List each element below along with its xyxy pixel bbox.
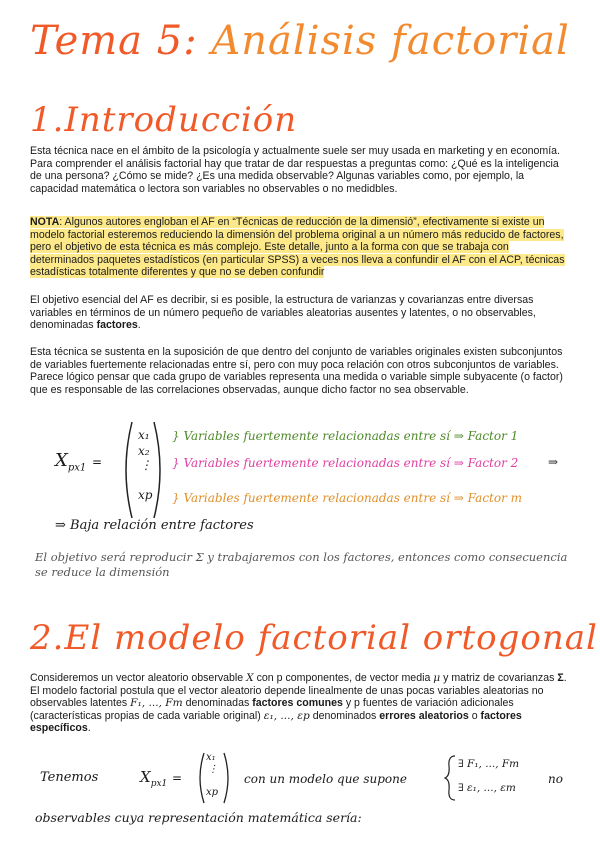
- random-errors-term: errores aleatorios: [379, 709, 469, 722]
- section-1-heading: 1.Introducción: [30, 100, 298, 140]
- x-vector-label: [55, 450, 102, 474]
- objective-text: El objetivo esencial del AF es decribir, si es posible, la estructura de varianzas y covarianzas entre diversas variables en términos de un número pequeño de variables aleatorias ausentes y latentes, o no observables, denominadas: [30, 294, 536, 332]
- page-title: [30, 16, 590, 66]
- model-text-g: y p fuentes de variación adicionales (características propias de cada variable original): [30, 697, 514, 722]
- group-2: } Variables fuertemente relacionadas entre sí ⇒ Factor 2: [172, 456, 519, 470]
- model-suppose-text: con un modelo que supone: [244, 772, 407, 786]
- specific-factors-term: factores específicos: [30, 709, 522, 735]
- section-2-heading: 2.El modelo factorial ortogonal: [30, 618, 598, 658]
- factores-term: factores: [96, 319, 138, 332]
- model-text-h: denominados: [309, 709, 380, 722]
- xp-subscript: px1: [150, 779, 168, 789]
- x-symbol: X: [55, 450, 68, 471]
- equals-sign: =: [91, 455, 103, 469]
- xp-equals: =: [172, 771, 183, 785]
- right-arrow: ⇒: [548, 455, 559, 469]
- model-text-b: con p componentes, de vector media: [253, 672, 434, 684]
- x-p-label: [140, 768, 182, 789]
- model-sigma-symbol: Σ: [557, 672, 564, 684]
- note-block: [30, 216, 570, 279]
- technique-paragraph: Esta técnica se sustenta en la suposición de que dentro del conjunto de variables originales existen subconjuntos de variables fuertemente relacionadas entre sí, pero con muy poca relación con otros subconjuntos de variables. Parece lógico pensar que cada grupo de variables representa una medida o variable simple subyacente (o factor) que es responsable de las correlaciones observadas, aunque dicho factor no sea observable.: [30, 346, 563, 396]
- model-text-j: .: [87, 722, 91, 735]
- model-text-d: . El modelo factorial postula que el vector aleatorio depende linealmente de unas pocas variables aleatorias no observables latentes: [30, 672, 567, 710]
- vector-x1: x₁: [138, 428, 150, 442]
- model-text-e: denominadas: [182, 697, 253, 710]
- group-1: } Variables fuertemente relacionadas entre sí ⇒ Factor 1: [172, 429, 519, 443]
- tenemos-xp: xp: [206, 787, 219, 798]
- vector-x2: x₂: [138, 444, 150, 458]
- model-text-a: Consideremos un vector aleatorio observable: [30, 672, 247, 684]
- vector-vdots: ⋮: [140, 458, 152, 472]
- model-factors-symbol: F₁, ..., Fm: [130, 697, 183, 710]
- model-x-symbol: X: [246, 672, 254, 684]
- model-epsilon-symbol: ε₁, ..., εp: [263, 709, 310, 722]
- model-paragraph: [30, 672, 570, 735]
- note-label: NOTA: [30, 216, 60, 228]
- model-text-i: o: [468, 709, 481, 722]
- low-relation-note: ⇒ Baja relación entre factores: [55, 518, 254, 533]
- tenemos-x1: x₁: [206, 752, 216, 763]
- exists-factors: ∃ F₁, ..., Fm: [458, 758, 520, 770]
- xp-symbol: X: [140, 768, 151, 786]
- title-accent: Análisis factorial: [211, 18, 570, 64]
- objective-paragraph: [30, 294, 570, 332]
- common-factors-term: factores comunes: [252, 697, 343, 710]
- no-label: no: [548, 772, 563, 786]
- group-3: } Variables fuertemente relacionadas entre sí ⇒ Factor m: [172, 491, 523, 505]
- model-text-c: y matriz de covarianzas: [440, 672, 558, 684]
- exists-errors: ∃ ε₁, ..., εm: [458, 782, 516, 794]
- note-text: : Algunos autores engloban el AF en “Técnicas de reducción de la dimensió”, efectivamente si existe un modelo factorial esteremos reduciendo la dimensión del problema original a un número más reducido de factores, pero el objetivo de esta técnica es más complejo. Este detalle, junto a la forma con que se trabaja con determinados paquetes estadísticos (en particular SPSS) a veces nos lleva a confundir el AF con el ACP, técnicas estadísticas totalmente diferentes y que no se deben confundir: [30, 216, 565, 279]
- representation-line: observables cuya representación matemática sería:: [35, 810, 362, 825]
- objective-note: El objetivo será reproducir Σ y trabajaremos con los factores, entonces como consecuencia se reduce la dimensión: [35, 550, 568, 579]
- objective-end: .: [137, 319, 141, 332]
- model-mu-symbol: μ: [433, 672, 441, 684]
- title-prefix: Tema 5:: [30, 18, 212, 64]
- x-subscript: px1: [67, 462, 87, 474]
- vector-xp: xp: [138, 488, 153, 502]
- tenemos-vdots: ⋮: [208, 764, 218, 775]
- intro-paragraph: Esta técnica nace en el ámbito de la psicología y actualmente suele ser muy usada en marketing y en economía. Para comprender el análisis factorial hay que tratar de dar respuestas a preguntas como: ¿Qué es la inteligencia de una persona? ¿Cómo se mide? ¿Es una medida observable? Algunas variables como, por ejemplo, la capacidad matemática o lectora son variables no observables o no medidbles.: [30, 145, 560, 195]
- curly-brace: [444, 754, 458, 802]
- tenemos-label: Tenemos: [40, 770, 99, 785]
